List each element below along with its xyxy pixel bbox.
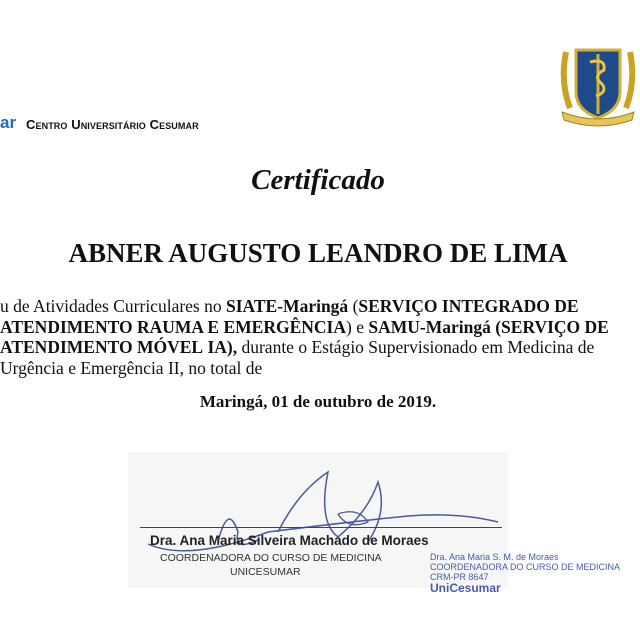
signatory-name: Dra. Ana Maria Silveira Machado de Moraes: [150, 533, 429, 548]
text: durante o Estágio Supervisionado em Medicina de Urgência e Emergência II, no total de: [0, 337, 595, 378]
text: SIATE-Maringá: [226, 296, 349, 316]
stamp-line: CRM-PR 8647: [430, 572, 489, 582]
signature-line: [140, 527, 502, 528]
text: ) e: [346, 316, 369, 337]
certificate-title: Certificado: [251, 164, 385, 196]
text: u de Atividades Curriculares no: [0, 296, 226, 316]
institution-name: Centro Universitário Cesumar: [26, 117, 199, 132]
stamp-line: UniCesumar: [430, 581, 501, 595]
cesumar-logo-mark: ar: [0, 113, 17, 132]
text: IA),: [207, 337, 238, 357]
signatory-organization: UNICESUMAR: [230, 566, 301, 578]
text: SAMU-Maringá (SERVIÇO DE ATENDIMENTO MÓVEL: [0, 316, 609, 357]
official-stamp: [430, 552, 620, 595]
text: RAUMA E EMERGÊNCIA: [136, 316, 346, 337]
medicine-emblem-icon: [556, 42, 640, 128]
certificate-body: [0, 296, 636, 378]
issue-date: Maringá, 01 de outubro de 2019.: [199, 392, 437, 411]
text: SERVIÇO INTEGRADO DE ATENDIMENTO: [0, 296, 579, 337]
signatory-role: COORDENADORA DO CURSO DE MEDICINA: [160, 552, 382, 564]
stamp-line: COORDENADORA DO CURSO DE MEDICINA: [430, 562, 621, 572]
text: (: [348, 296, 359, 316]
recipient-name: ABNER AUGUSTO LEANDRO DE LIMA: [68, 238, 568, 268]
stamp-line: Dra. Ana Maria S. M. de Moraes: [430, 552, 559, 562]
